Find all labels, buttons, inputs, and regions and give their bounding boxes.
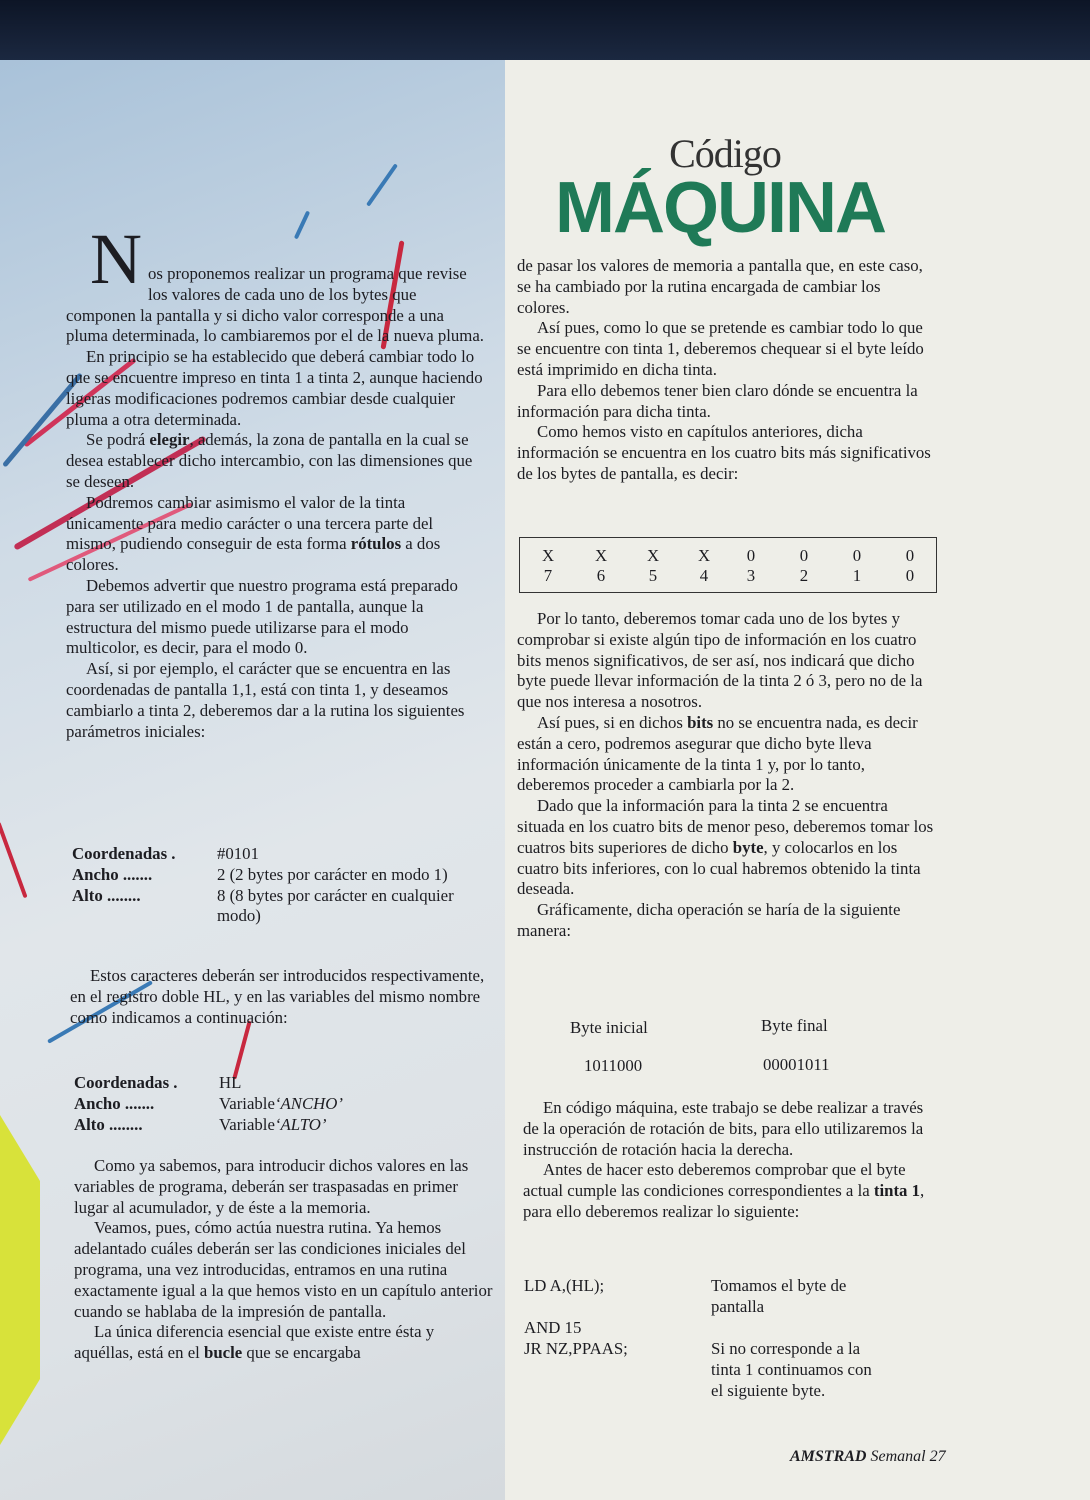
- left-column-top: [66, 219, 486, 742]
- paragraph: En principio se ha establecido que deberá cambiar todo lo que se encuentre impreso en tinta 1 a tinta 2, aunque haciendo ligeras modificaciones podremos cambiar desde cualquier pluma a otra determinada.: [66, 347, 483, 429]
- byte-initial-value: 1011000: [584, 1056, 643, 1075]
- paragraph: Como ya sabemos, para introducir dichos valores en las variables de programa, deberán ser traspasadas en primer lugar al acumulador, y de éste a la memoria.: [74, 1156, 469, 1217]
- paragraph: La única diferencia esencial que existe entre ésta y aquéllas, está en el bucle que se encargaba: [74, 1322, 435, 1363]
- bit-index: 4: [699, 566, 709, 585]
- paragraph: Dado que la información para la tinta 2 se encuentra situada en los cuatro bits de menor peso, deberemos tomar los cuatros bits superiores de dicho byte, y colocarlos en los cuatro bits inferiores, con lo cual habremos obtenido la tinta deseada.: [517, 796, 934, 899]
- paragraph: Por lo tanto, deberemos tomar cada uno de los bytes y comprobar si existe algún tipo de información en los cuatro bits menos significativos, de ser así, nos indicará que dicho byte puede llevar información de la tinta 2 ó 3, pero no de la que nos interesa a nosotros.: [517, 609, 923, 712]
- param-row: Coordenadas . #0101: [72, 844, 259, 863]
- variables-table: [74, 1073, 494, 1135]
- bit-flag: 0: [799, 546, 809, 565]
- bit-flag: X: [646, 546, 660, 565]
- byte-initial-label: Byte inicial: [570, 1018, 648, 1037]
- bit-flag: 0: [905, 546, 915, 565]
- bit-flag: 0: [852, 546, 862, 565]
- right-column-bottom: [523, 1098, 938, 1223]
- paragraph: Veamos, pues, cómo actúa nuestra rutina. Ya hemos adelantado cuáles deberán ser las condiciones iniciales del programa, una vez introducidas, entramos en una rutina exactamente igual a la que hemos visto en un capítulo anterior cuando se hablaba de la impresión de pantalla.: [74, 1218, 493, 1321]
- right-column-top: [517, 256, 937, 485]
- left-column-middle: [70, 966, 490, 1028]
- byte-final-value: 00001011: [763, 1055, 830, 1074]
- dropcap: N: [90, 219, 142, 299]
- params-table: [72, 844, 492, 927]
- paragraph: Así, si por ejemplo, el carácter que se encuentra en las coordenadas de pantalla 1,1, está con tinta 1, y deseamos cambiarlo a tinta 2, deberemos dar a la rutina los siguientes parámetros iniciales:: [66, 659, 465, 741]
- bit-flag: X: [541, 546, 555, 565]
- bit-index: 6: [596, 566, 606, 585]
- paragraph: Como hemos visto en capítulos anteriores, dicha información se encuentra en los cuatro bits más significativos de los bytes de pantalla, es decir:: [517, 422, 931, 483]
- byte-final-label: Byte final: [761, 1016, 828, 1035]
- paragraph: Así pues, como lo que se pretende es cambiar todo lo que se encuentre con tinta 1, deberemos chequear si el byte leído está imprimido en dicha tinta.: [517, 318, 924, 379]
- bit-index: 1: [852, 566, 862, 585]
- code-comment: Si no corresponde a la tinta 1 continuamos con el siguiente byte.: [711, 1339, 872, 1400]
- paragraph: Podremos cambiar asimismo el valor de la tinta únicamente para medio carácter o una tercera parte del mismo, pudiendo conseguir de esta forma rótulos a dos colores.: [66, 492, 441, 575]
- variable-row: Ancho ....... Variable ‘ANCHO’: [74, 1093, 343, 1113]
- paragraph: Gráficamente, dicha operación se haría de la siguiente manera:: [517, 900, 901, 940]
- paragraph: Así pues, si en dichos bits no se encuentra nada, es decir están a cero, podremos asegurar que dicho byte lleva información únicamente de la tinta 1 y, por lo tanto, deberemos proceder a cambiarla por la 2.: [517, 712, 918, 795]
- paragraph: Antes de hacer esto deberemos comprobar que el byte actual cumple las condiciones correspondientes a la tinta 1, para ello deberemos realizar lo siguiente:: [523, 1160, 925, 1221]
- bit-index: 3: [746, 566, 756, 585]
- code-line: LD A,(HL);: [524, 1276, 605, 1295]
- variable-row: Alto ........ Variable ‘ALTO’: [74, 1114, 327, 1134]
- bit-flag: 0: [746, 546, 756, 565]
- bit-index: 5: [648, 566, 658, 585]
- left-column-bottom: [74, 1156, 494, 1364]
- magazine-name: AMSTRAD: [790, 1448, 867, 1465]
- right-column-middle: [517, 609, 937, 942]
- paragraph: Para ello debemos tener bien claro dónde se encuentra la información para dicha tinta.: [517, 380, 918, 421]
- top-border: [0, 0, 1090, 60]
- variable-row: Coordenadas . HL: [74, 1073, 242, 1092]
- param-row: Ancho ....... 2 (2 bytes por carácter en modo 1): [72, 864, 448, 884]
- magazine-section: Semanal: [870, 1448, 926, 1465]
- brand-title-big: MÁQUINA: [555, 168, 885, 248]
- bit-index: 2: [799, 566, 809, 585]
- code-comment: Tomamos el byte de pantalla: [711, 1276, 847, 1316]
- code-line: JR NZ,PPAAS;: [524, 1339, 628, 1358]
- page-number: 27: [929, 1448, 946, 1465]
- bit-index: 7: [543, 566, 553, 585]
- code-line: AND 15: [524, 1318, 582, 1337]
- page-footer: [790, 1448, 946, 1466]
- paragraph: En código máquina, este trabajo se debe realizar a través de la operación de rotación de bits, para ello utilizaremos la instrucción de rotación hacia la derecha.: [523, 1098, 924, 1159]
- paragraph: Estos caracteres deberán ser introducidos respectivamente, en el registro doble HL, y en las variables del mismo nombre como indicamos a continuación:: [70, 966, 485, 1027]
- bit-flag: X: [697, 546, 711, 565]
- bit-index: 0: [905, 566, 915, 585]
- bit-flag: X: [594, 546, 608, 565]
- bit-diagram: [519, 537, 937, 593]
- paragraph: Debemos advertir que nuestro programa está preparado para ser utilizado en el modo 1 de pantalla, aunque la estructura del mismo puede utilizarse para el modo multicolor, es decir, para el modo 0.: [66, 575, 458, 658]
- paragraph: de pasar los valores de memoria a pantalla que, en este caso, se ha cambiado por la rutina encargada de cambiar los colores.: [517, 256, 923, 317]
- param-row: Alto ........ 8 (8 bytes por carácter en cualquier modo): [72, 885, 454, 926]
- paragraph: Se podrá elegir, además, la zona de pantalla en la cual se desea establecer dicho intercambio, con las dimensiones que se deseen.: [66, 430, 473, 491]
- paragraph-intro: Nos proponemos realizar un programa que revise los valores de cada uno de los bytes que componen la pantalla y si dicho valor corresponde a una pluma determinada, lo cambiaremos por el de la nueva pluma.: [66, 219, 484, 346]
- brand-title-small: Código: [669, 131, 781, 176]
